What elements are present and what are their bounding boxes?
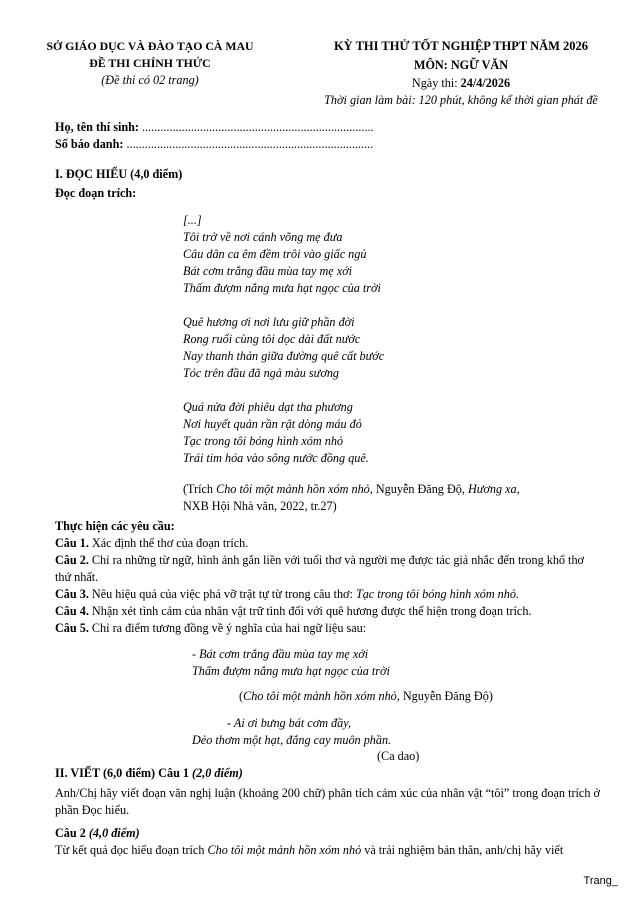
- poem-stanza-2: [183, 314, 384, 382]
- poem-line: Câu dân ca êm đềm trôi vào giấc ngủ: [183, 247, 367, 261]
- poem-line: Bát cơm trắng đầu mùa tay mẹ xới: [183, 264, 353, 278]
- writing-question-1: Anh/Chị hãy viết đoạn văn nghị luận (khoảng 200 chữ) phân tích cảm xúc của nhân vật “tôi” trong đoạn trích ở phần Đọc hiểu.: [55, 786, 600, 817]
- section-2: [55, 765, 600, 859]
- poem-line: Quá nửa đời phiêu dạt tha phương: [183, 400, 353, 414]
- compare-b-source: (Ca dao): [377, 749, 420, 763]
- date-value: 24/4/2026: [460, 76, 511, 90]
- candidate-name-field: ............................................................................: [138, 120, 374, 134]
- date-label: Ngày thi:: [411, 76, 461, 90]
- header-left: [40, 38, 260, 89]
- department-name: SỞ GIÁO DỤC VÀ ĐÀO TẠO CÀ MAU: [46, 39, 254, 53]
- poem-line: Nay thanh thản giữa đường quê cất bước: [183, 349, 385, 363]
- question-2: Câu 2. Chỉ ra những từ ngữ, hình ảnh gắn liền với tuổi thơ và người mẹ được tác giả nhắc đến trong khổ thơ thứ nhất.: [55, 553, 584, 584]
- poem-line: Trái tim hóa vào sông nước đồng quê.: [183, 451, 369, 465]
- writing-question-2-title: Câu 2 (4,0 điểm): [55, 826, 140, 840]
- candidate-id-label: Số báo danh:: [55, 137, 124, 151]
- candidate-name-label: Họ, tên thí sinh:: [55, 120, 139, 134]
- subject: MÔN: NGỮ VĂN: [413, 58, 509, 72]
- header-right: [292, 38, 630, 109]
- time-note: Thời gian làm bài: 120 phút, không kể thời gian phát đề: [324, 93, 598, 107]
- source-collection: Hương xa: [467, 482, 517, 496]
- section-2-title: II. VIẾT (6,0 điểm): [55, 766, 156, 780]
- question-3: Câu 3. Nêu hiệu quả của việc phá vỡ trật tự từ trong câu thơ: Tạc trong tôi bóng hình xóm nhỏ.: [55, 587, 519, 601]
- compare-a-line-1: - Bát cơm trắng đầu mùa tay mẹ xới: [192, 647, 369, 661]
- section-1-title: I. ĐỌC HIỂU (4,0 điểm): [55, 167, 183, 181]
- poem-line: Rong ruổi cùng tôi dọc dài đất nước: [183, 332, 361, 346]
- source-work: Cho tôi một mảnh hồn xóm nhỏ: [216, 482, 370, 496]
- compare-a-line-2: Thấm đượm nắng mưa hạt ngọc của trời: [192, 664, 390, 678]
- pages-note: (Đề thi có 02 trang): [101, 73, 199, 87]
- exam-date: [292, 75, 630, 92]
- poem-ellipsis: [...]: [183, 213, 202, 227]
- exam-title: KỲ THI THỬ TỐT NGHIỆP THPT NĂM 2026: [333, 39, 589, 53]
- candidate-id-row: [55, 136, 373, 153]
- compare-b-line-2: Dẻo thơm một hạt, đắng cay muôn phần.: [192, 733, 392, 747]
- poem-line: Nơi huyết quản rần rật dòng máu đỏ: [183, 417, 362, 431]
- page-number: Trang_: [583, 875, 618, 887]
- poem-stanza-3: [183, 399, 384, 467]
- compare-b-line-1: - Ai ơi bưng bát cơm đầy,: [227, 716, 352, 730]
- poem-line: Tôi trở về nơi cánh võng mẹ đưa: [183, 230, 343, 244]
- compare-a-source: (Cho tôi một mảnh hồn xóm nhỏ, Nguyễn Đăng Độ): [239, 689, 493, 703]
- poem-line: Tóc trên đầu đã ngả màu sương: [183, 366, 340, 380]
- candidate-id-field: .................................................................................: [123, 137, 374, 151]
- poem-excerpt: [183, 212, 384, 467]
- official-label: ĐỀ THI CHÍNH THỨC: [89, 56, 211, 70]
- poem-line: Quê hương ơi nơi lưu giữ phần đời: [183, 315, 355, 329]
- writing-question-2-text: Từ kết quả đọc hiểu đoạn trích Cho tôi một mảnh hồn xóm nhỏ và trải nghiệm bản thân, anh/chị hãy viết: [55, 843, 564, 857]
- poem-line: Thấm đượm nắng mưa hạt ngọc của trời: [183, 281, 381, 295]
- candidate-name-row: [55, 119, 374, 136]
- question-4: Câu 4. Nhận xét tình cảm của nhân vật trữ tình đối với quê hương được thể hiện trong đoạn trích.: [55, 604, 532, 618]
- poem-line: Tạc trong tôi bóng hình xóm nhỏ: [183, 434, 344, 448]
- reading-intro: Đọc đoạn trích:: [55, 186, 137, 200]
- question-5: Câu 5. Chỉ ra điểm tương đồng về ý nghĩa của hai ngữ liệu sau:: [55, 621, 367, 635]
- source-citation: (Trích Cho tôi một mảnh hồn xóm nhỏ, Nguyễn Đăng Độ, Hương xa, NXB Hội Nhà văn, 2022, tr.27): [183, 482, 520, 513]
- poem-stanza-1: [183, 229, 384, 297]
- tasks: [55, 518, 600, 637]
- section-2-title-row: II. VIẾT (6,0 điểm) Câu 1 (2,0 điểm): [55, 766, 243, 780]
- question-1: Câu 1. Xác định thể thơ của đoạn trích.: [55, 536, 249, 550]
- source-publisher: NXB Hội Nhà văn, 2022, tr.27): [183, 499, 337, 513]
- tasks-heading: Thực hiện các yêu cầu:: [55, 519, 175, 533]
